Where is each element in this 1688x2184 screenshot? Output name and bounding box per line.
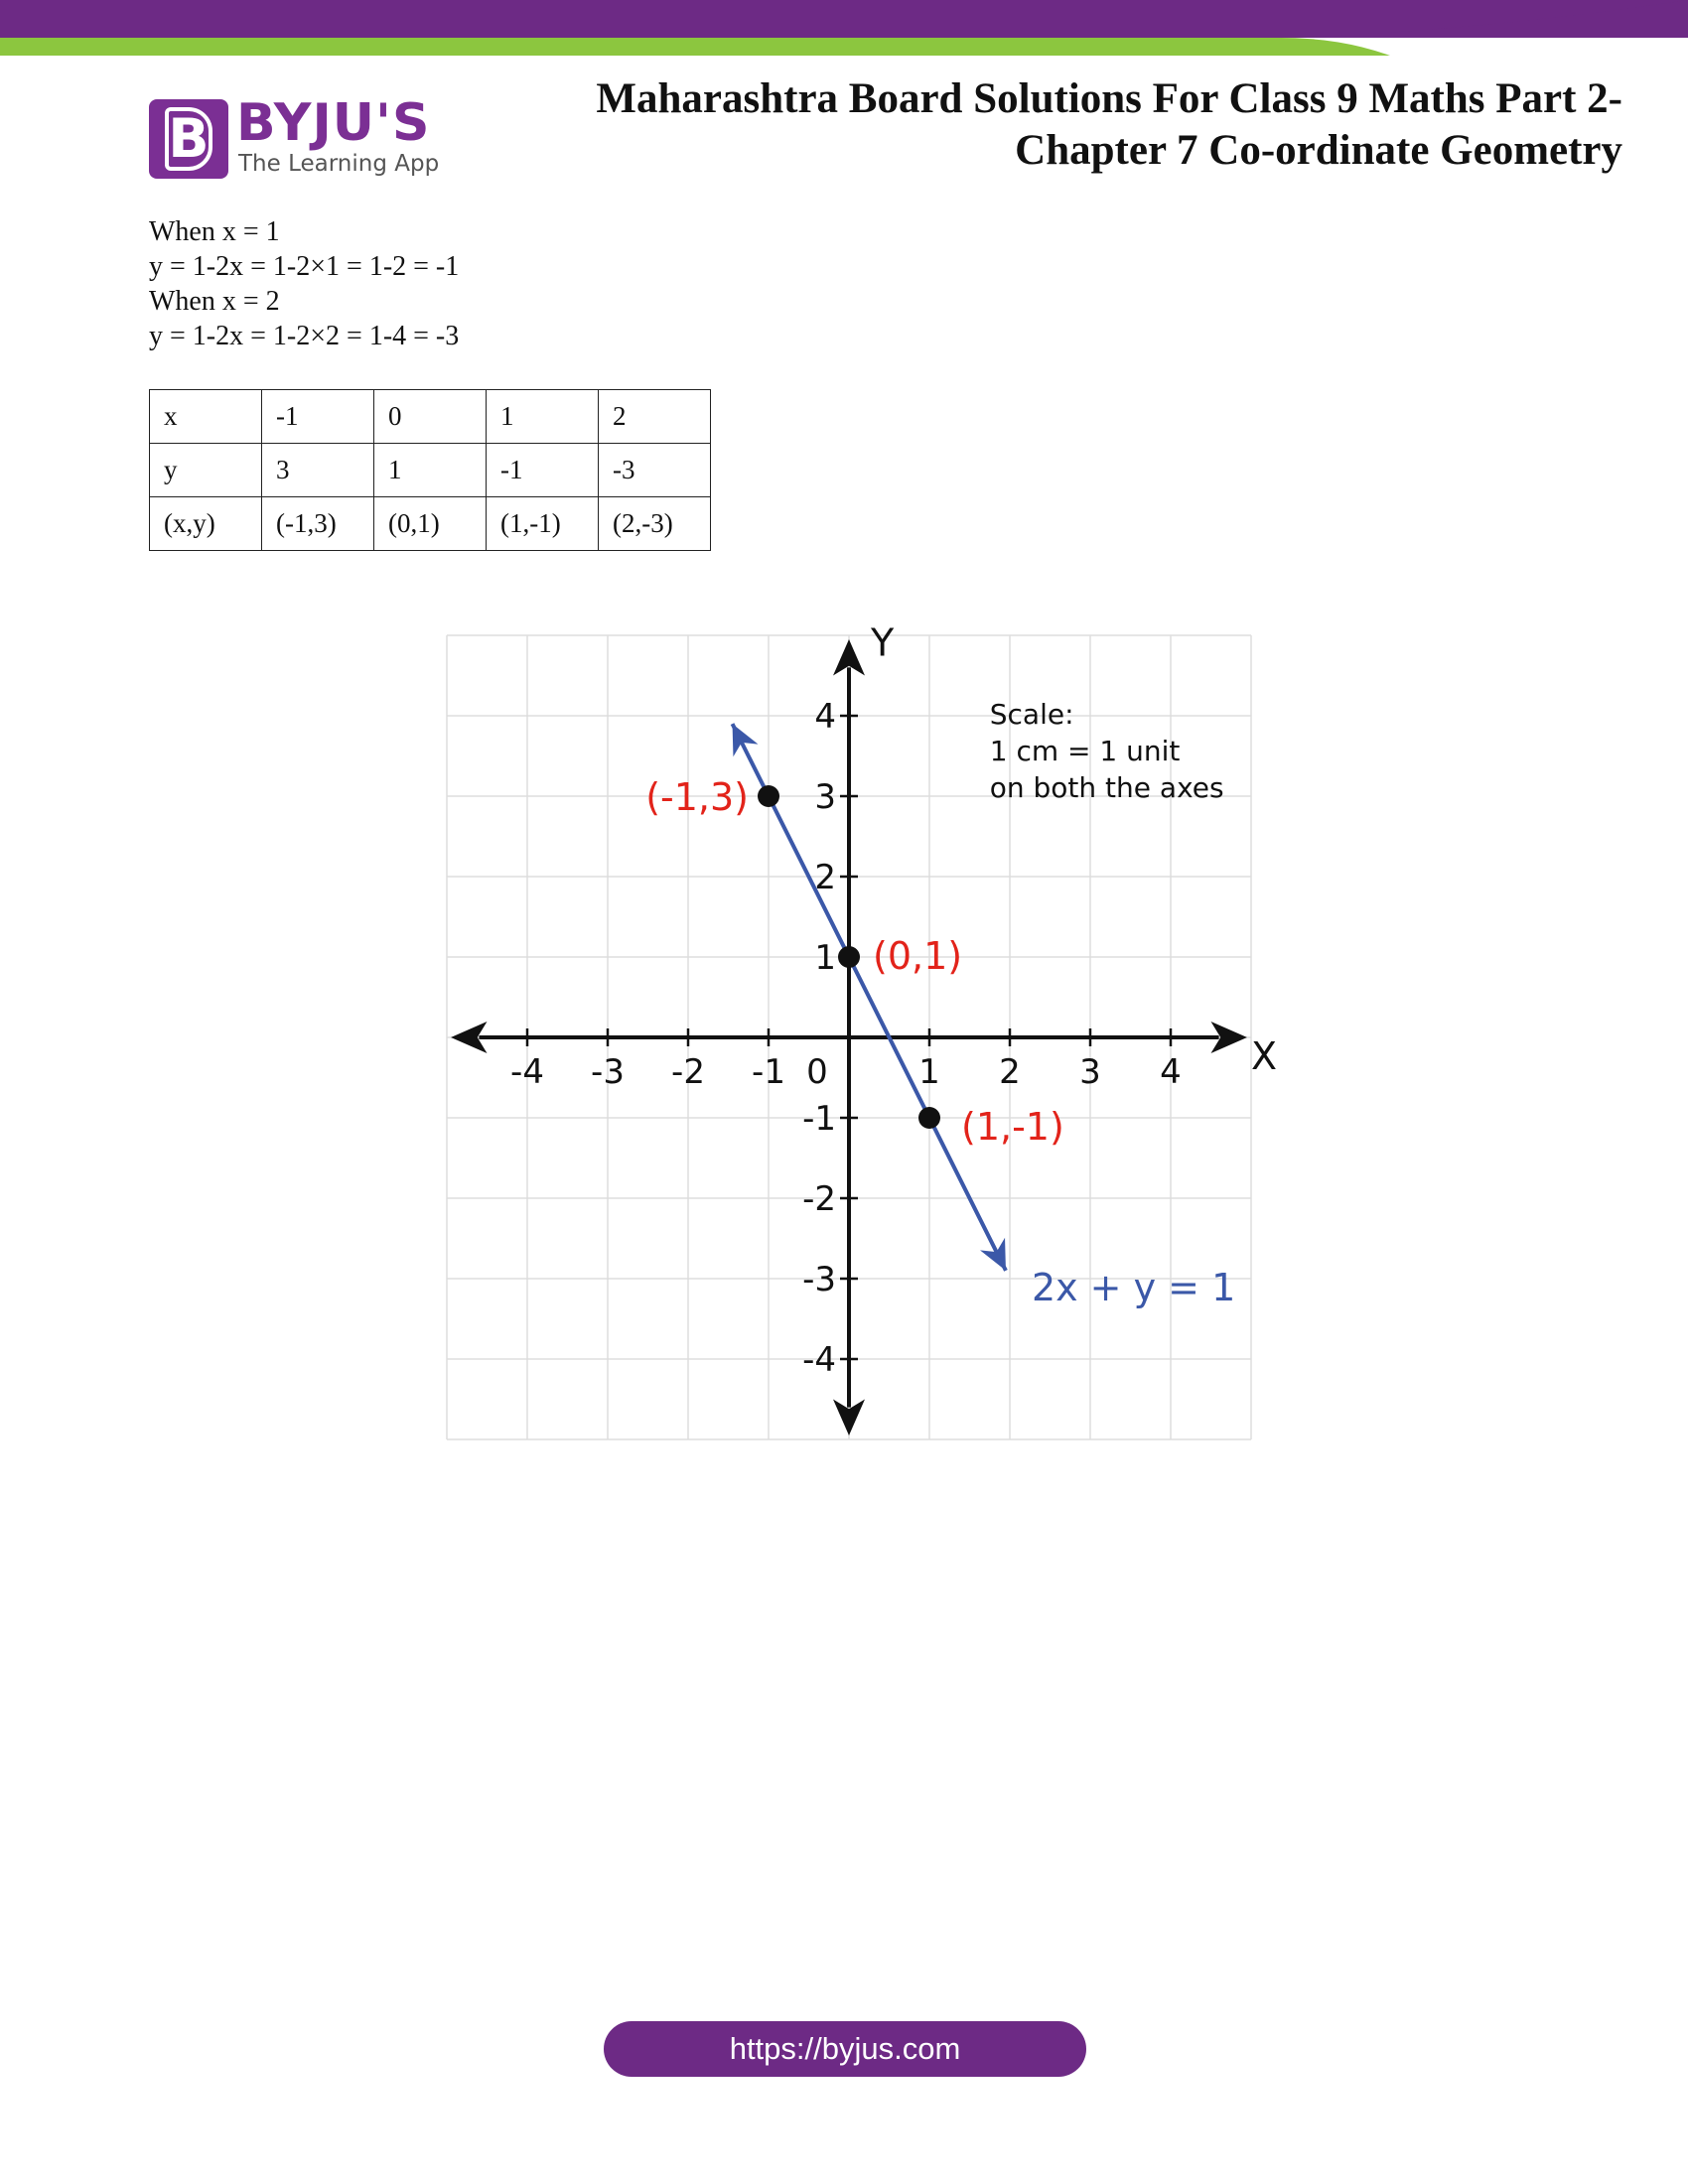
document-title (530, 73, 1622, 177)
byjus-logo[interactable] (149, 93, 447, 183)
y-tick-label: -3 (802, 1260, 836, 1299)
x-tick-label: -2 (671, 1052, 705, 1092)
table-cell: -1 (487, 444, 599, 497)
working-steps (149, 214, 459, 353)
x-tick-label: -3 (591, 1052, 625, 1092)
scale-note-line: on both the axes (989, 771, 1224, 805)
table-cell: x (150, 390, 262, 444)
y-tick-label: -4 (802, 1340, 836, 1380)
x-tick-label: -1 (752, 1052, 785, 1092)
table-cell: y (150, 444, 262, 497)
work-line: y = 1-2x = 1-2×2 = 1-4 = -3 (149, 321, 460, 351)
table-cell: -1 (262, 390, 374, 444)
table-row (150, 390, 711, 444)
table-cell: (x,y) (150, 497, 262, 551)
table-cell: 1 (487, 390, 599, 444)
scale-note-line: 1 cm = 1 unit (989, 735, 1181, 768)
table-row (150, 444, 711, 497)
footer-url-link[interactable]: https://byjus.com (604, 2021, 1086, 2077)
origin-label: 0 (806, 1052, 828, 1092)
equation-label: 2x + y = 1 (1031, 1265, 1236, 1309)
byjus-logo-mark: B (149, 99, 228, 179)
x-tick-label: 3 (1079, 1052, 1101, 1092)
point-label: (0,1) (873, 934, 963, 978)
table-cell: 1 (374, 444, 487, 497)
table-cell: (0,1) (374, 497, 487, 551)
x-axis-label: X (1251, 1034, 1278, 1078)
table-cell: (-1,3) (262, 497, 374, 551)
y-axis-label: Y (871, 620, 895, 665)
x-tick-label: 2 (999, 1052, 1021, 1092)
scale-note-line: Scale: (989, 698, 1074, 732)
point-label: (1,-1) (961, 1105, 1064, 1149)
table-cell: 3 (262, 444, 374, 497)
logo-tagline: The Learning App (238, 151, 440, 177)
plotted-point (758, 785, 779, 807)
x-tick-label: 1 (918, 1052, 940, 1092)
title-line-2: Chapter 7 Co-ordinate Geometry (1015, 127, 1622, 174)
work-line: y = 1-2x = 1-2×1 = 1-2 = -1 (149, 251, 460, 282)
work-line: When x = 1 (149, 216, 280, 247)
y-tick-label: 1 (814, 938, 836, 978)
table-cell: 2 (599, 390, 711, 444)
table-cell: 0 (374, 390, 487, 444)
y-tick-label: 2 (814, 858, 836, 897)
table-cell: -3 (599, 444, 711, 497)
table-cell: (2,-3) (599, 497, 711, 551)
coordinate-graph (447, 620, 1278, 1439)
y-tick-label: -1 (802, 1099, 836, 1139)
y-tick-label: -2 (802, 1179, 836, 1219)
y-tick-label: 3 (814, 777, 836, 817)
plotted-point (918, 1107, 940, 1129)
table-row (150, 497, 711, 551)
plotted-point (838, 946, 860, 968)
top-banner (0, 0, 1688, 60)
x-tick-label: 4 (1160, 1052, 1182, 1092)
logo-name: BYJU'S (236, 93, 431, 153)
y-tick-label: 4 (814, 697, 836, 737)
title-line-1: Maharashtra Board Solutions For Class 9 Maths Part 2- (596, 75, 1622, 122)
work-line: When x = 2 (149, 286, 280, 317)
table-cell: (1,-1) (487, 497, 599, 551)
point-label: (-1,3) (645, 775, 749, 819)
values-table (149, 389, 711, 551)
x-tick-label: -4 (510, 1052, 544, 1092)
